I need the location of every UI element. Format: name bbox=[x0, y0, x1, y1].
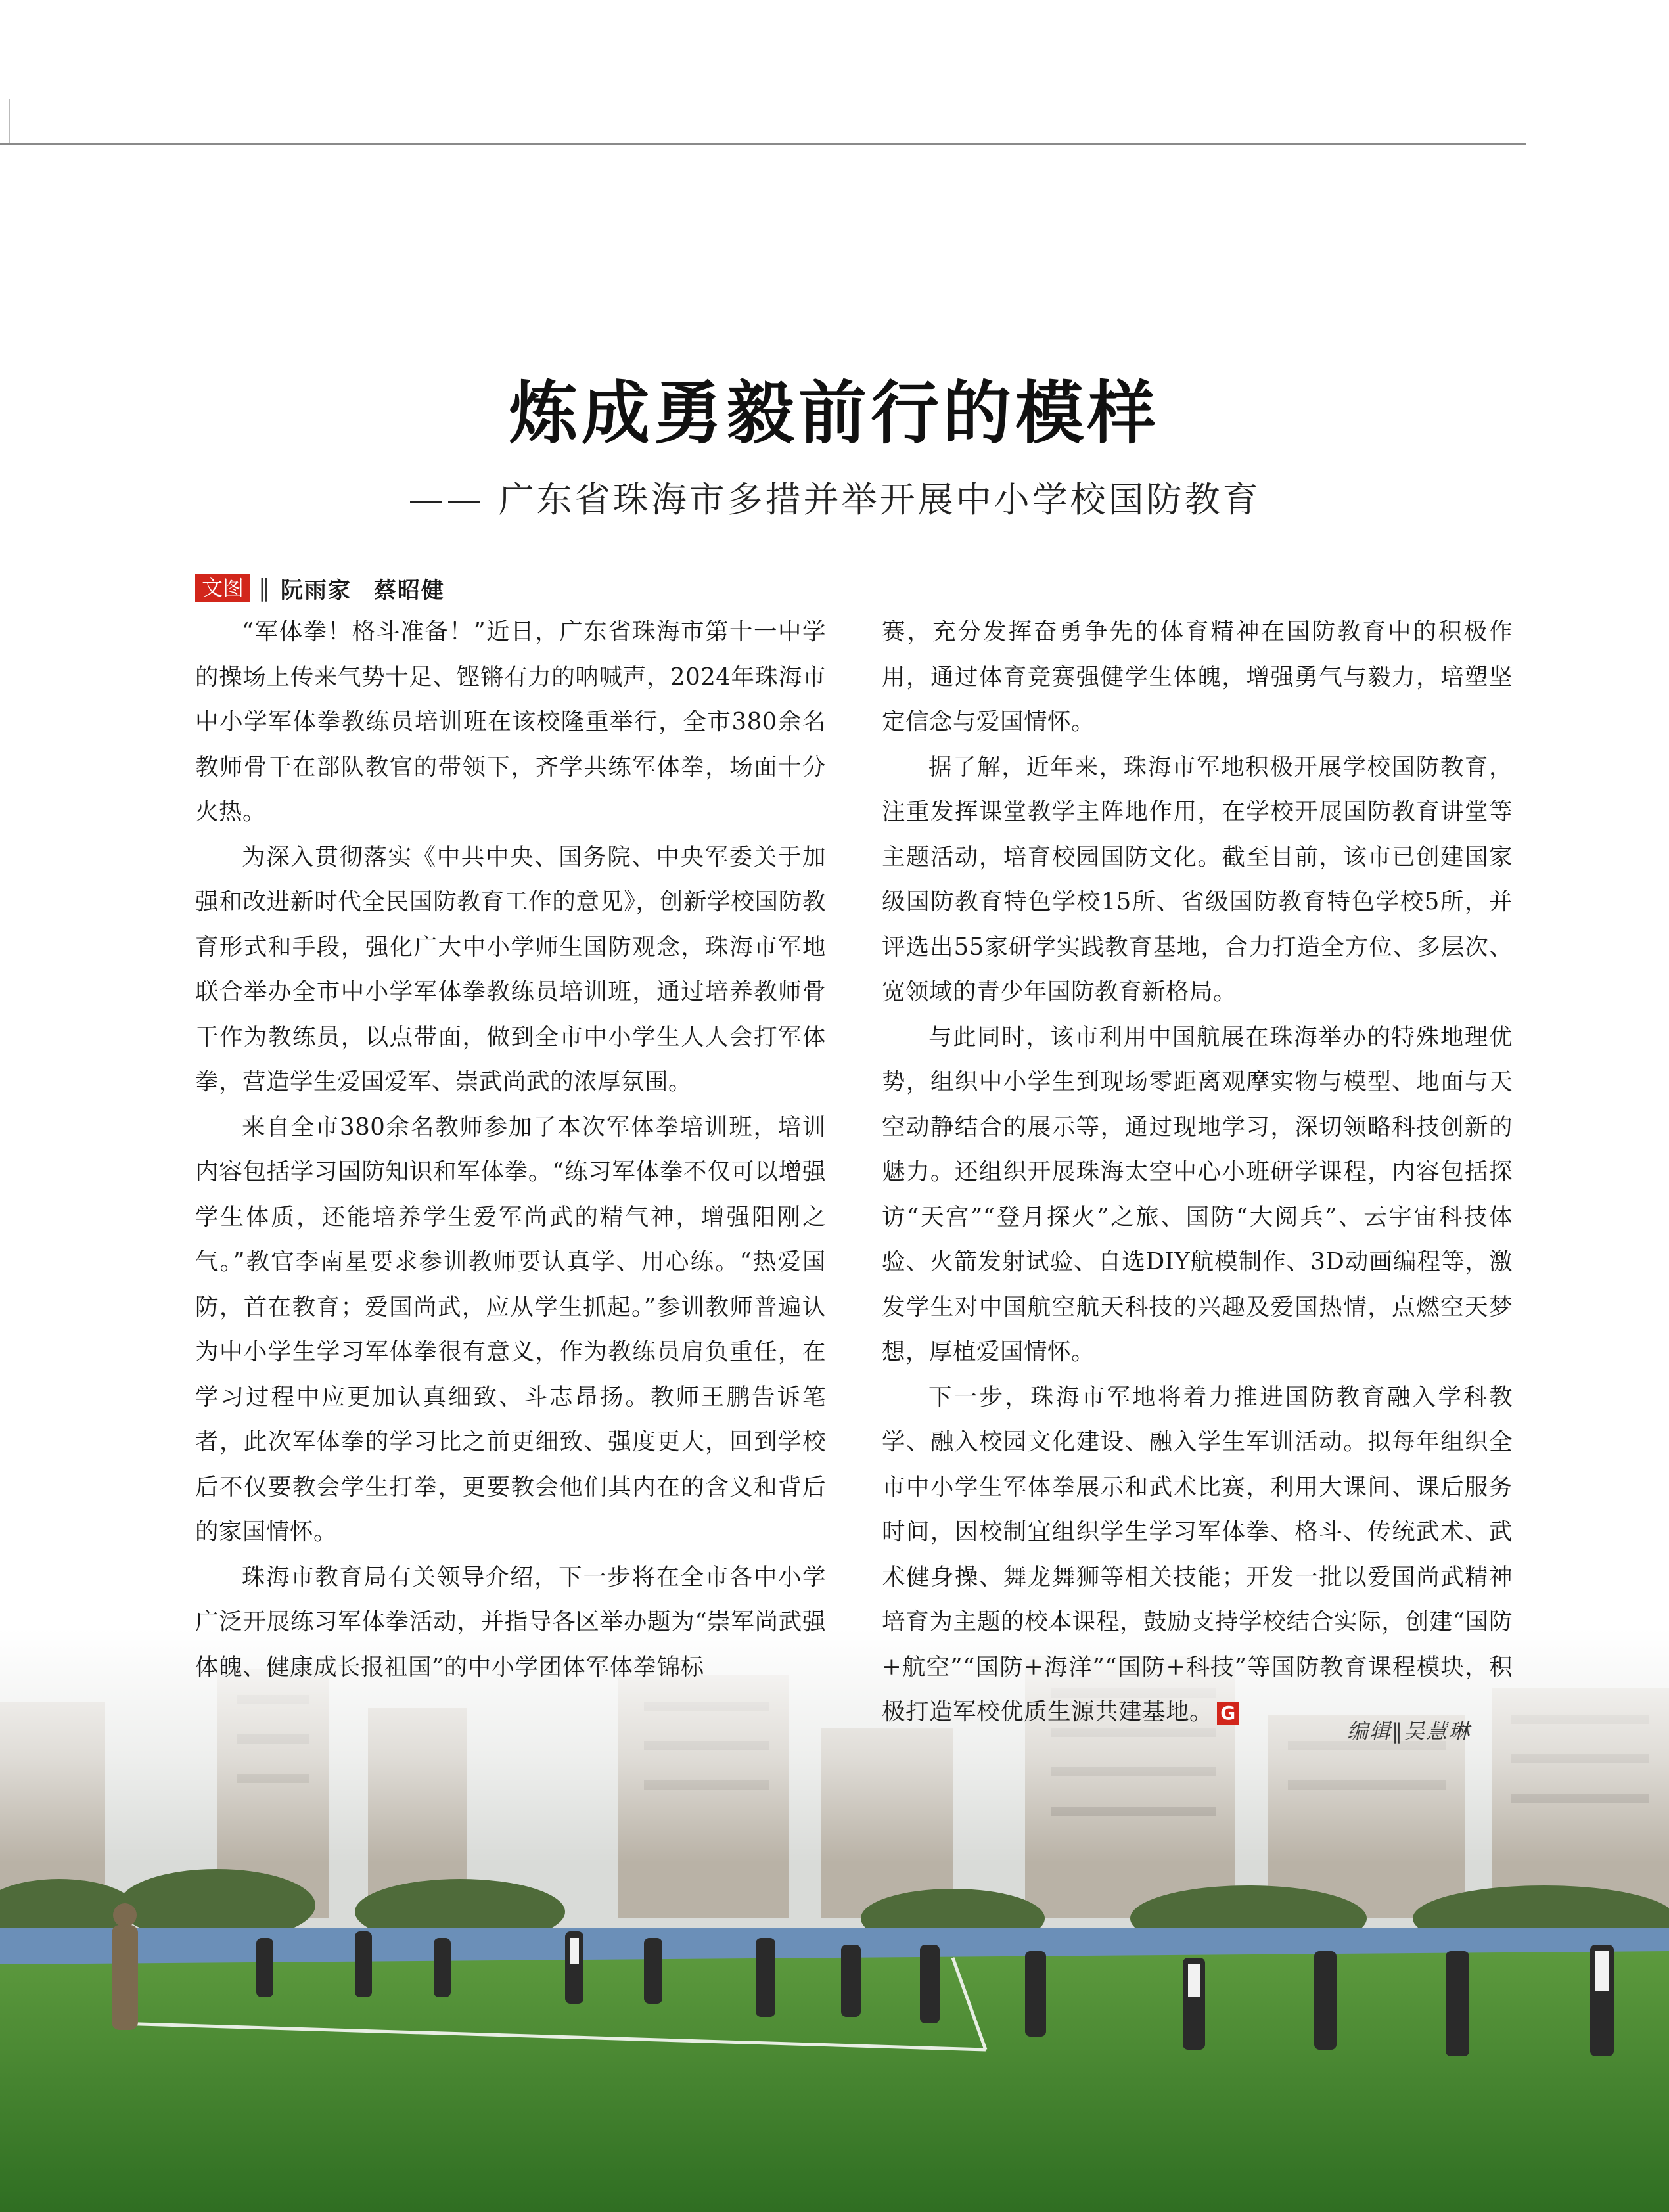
byline-tag: 文图 bbox=[195, 574, 250, 602]
margin-mark bbox=[0, 99, 10, 145]
paragraph: “军体拳！格斗准备！”近日，广东省珠海市第十一中学的操场上传来气势十足、铿锵有力的呐喊声，2024年珠海市中小学军体拳教练员培训班在该校隆重举行，全市380余名教师骨干在部队教官的带领下，齐学共练军体拳，场面十分火热。 bbox=[195, 618, 826, 825]
editor-credit: 编辑‖吴慧琳 bbox=[1347, 1719, 1471, 1744]
article-title: 炼成勇毅前行的模样 bbox=[509, 373, 1160, 453]
paragraph: 为深入贯彻落实《中共中央、国务院、中央军委关于加强和改进新时代全民国防教育工作的意见》，创新学校国防教育形式和手段，强化广大中小学师生国防观念，珠海市军地联合举办全市中小学军体拳教练员培训班，通过培养教师骨干作为教练员，以点带面，做到全市中小学生人人会打军体拳，营造学生爱国爱军、崇武尚武的浓厚氛围。 bbox=[195, 843, 826, 1095]
byline-authors: 阮雨家 蔡昭健 bbox=[281, 577, 445, 604]
paragraph: 与此同时，该市利用中国航展在珠海举办的特殊地理优势，组织中小学生到现场零距离观摩实物与模型、地面与天空动静结合的展示等，通过现地学习，深切领略科技创新的魅力。还组织开展珠海太空中心小班研学课程，内容包括探访“天宫”“登月探火”之旅、国防“大阅兵”、云宇宙科技体验、火箭发射试验、自选DIY航模制作、3D动画编程等，激发学生对中国航空航天科技的兴趣及爱国热情，点燃空天梦想，厚植爱国情怀。 bbox=[882, 1023, 1513, 1365]
paragraph-last bbox=[882, 1375, 1513, 1735]
header-rule bbox=[0, 143, 1526, 145]
paragraph-text: 下一步，珠海市军地将着力推进国防教育融入学科教学、融入校园文化建设、融入学生军训活动。拟每年组织全市中小学生军体拳展示和武术比赛，利用大课间、课后服务时间，因校制宜组织学生学习军体拳、格斗、传统武术、武术健身操、舞龙舞狮等相关技能；开发一批以爱国尚武精神培育为主题的校本课程，鼓励支持学校结合实际，创建“国防+航空”“国防+海洋”“国防+科技”等国防教育课程模块，积极打造军校优质生源共建基地。 bbox=[882, 1383, 1513, 1725]
paragraph: 珠海市教育局有关领导介绍，下一步将在全市各中小学广泛开展练习军体拳活动，并指导各区举办题为“崇军尚武强体魄、健康成长报祖国”的中小学团体军体拳锦标 bbox=[195, 1563, 826, 1681]
byline bbox=[195, 573, 445, 603]
paragraph: 来自全市380余名教师参加了本次军体拳培训班，培训内容包括学习国防知识和军体拳。“练习军体拳不仅可以增强学生体质，还能培养学生爱军尚武的精气神，增强阳刚之气。”教官李南星要求参训教师要认真学、用心练。“热爱国防，首在教育；爱国尚武，应从学生抓起。”参训教师普遍认为中小学生学习军体拳很有意义，作为教练员肩负重任，在学习过程中应更加认真细致、斗志昂扬。教师王鹏告诉笔者，此次军体拳的学习比之前更细致、强度更大，回到学校后不仅要教会学生打拳，更要教会他们其内在的含义和背后的家国情怀。 bbox=[195, 1113, 826, 1545]
byline-separator: ‖ bbox=[258, 574, 271, 602]
paragraph: 据了解，近年来，珠海市军地积极开展学校国防教育，注重发挥课堂教学主阵地作用，在学校开展国防教育讲堂等主题活动，培育校园国防文化。截至目前，该市已创建国家级国防教育特色学校15所、省级国防教育特色学校5所，并评选出55家研学实践教育基地，合力打造全方位、多层次、宽领域的青少年国防教育新格局。 bbox=[882, 753, 1513, 1005]
paragraph-continued: 赛，充分发挥奋勇争先的体育精神在国防教育中的积极作用，通过体育竞赛强健学生体魄，增强勇气与毅力，培塑坚定信念与爱国情怀。 bbox=[882, 618, 1513, 735]
left-column bbox=[195, 610, 826, 1690]
end-mark-icon: G bbox=[1217, 1702, 1239, 1725]
article-subtitle: —— 广东省珠海市多措并举开展中小学校国防教育 bbox=[408, 479, 1261, 520]
right-column bbox=[882, 610, 1513, 1735]
